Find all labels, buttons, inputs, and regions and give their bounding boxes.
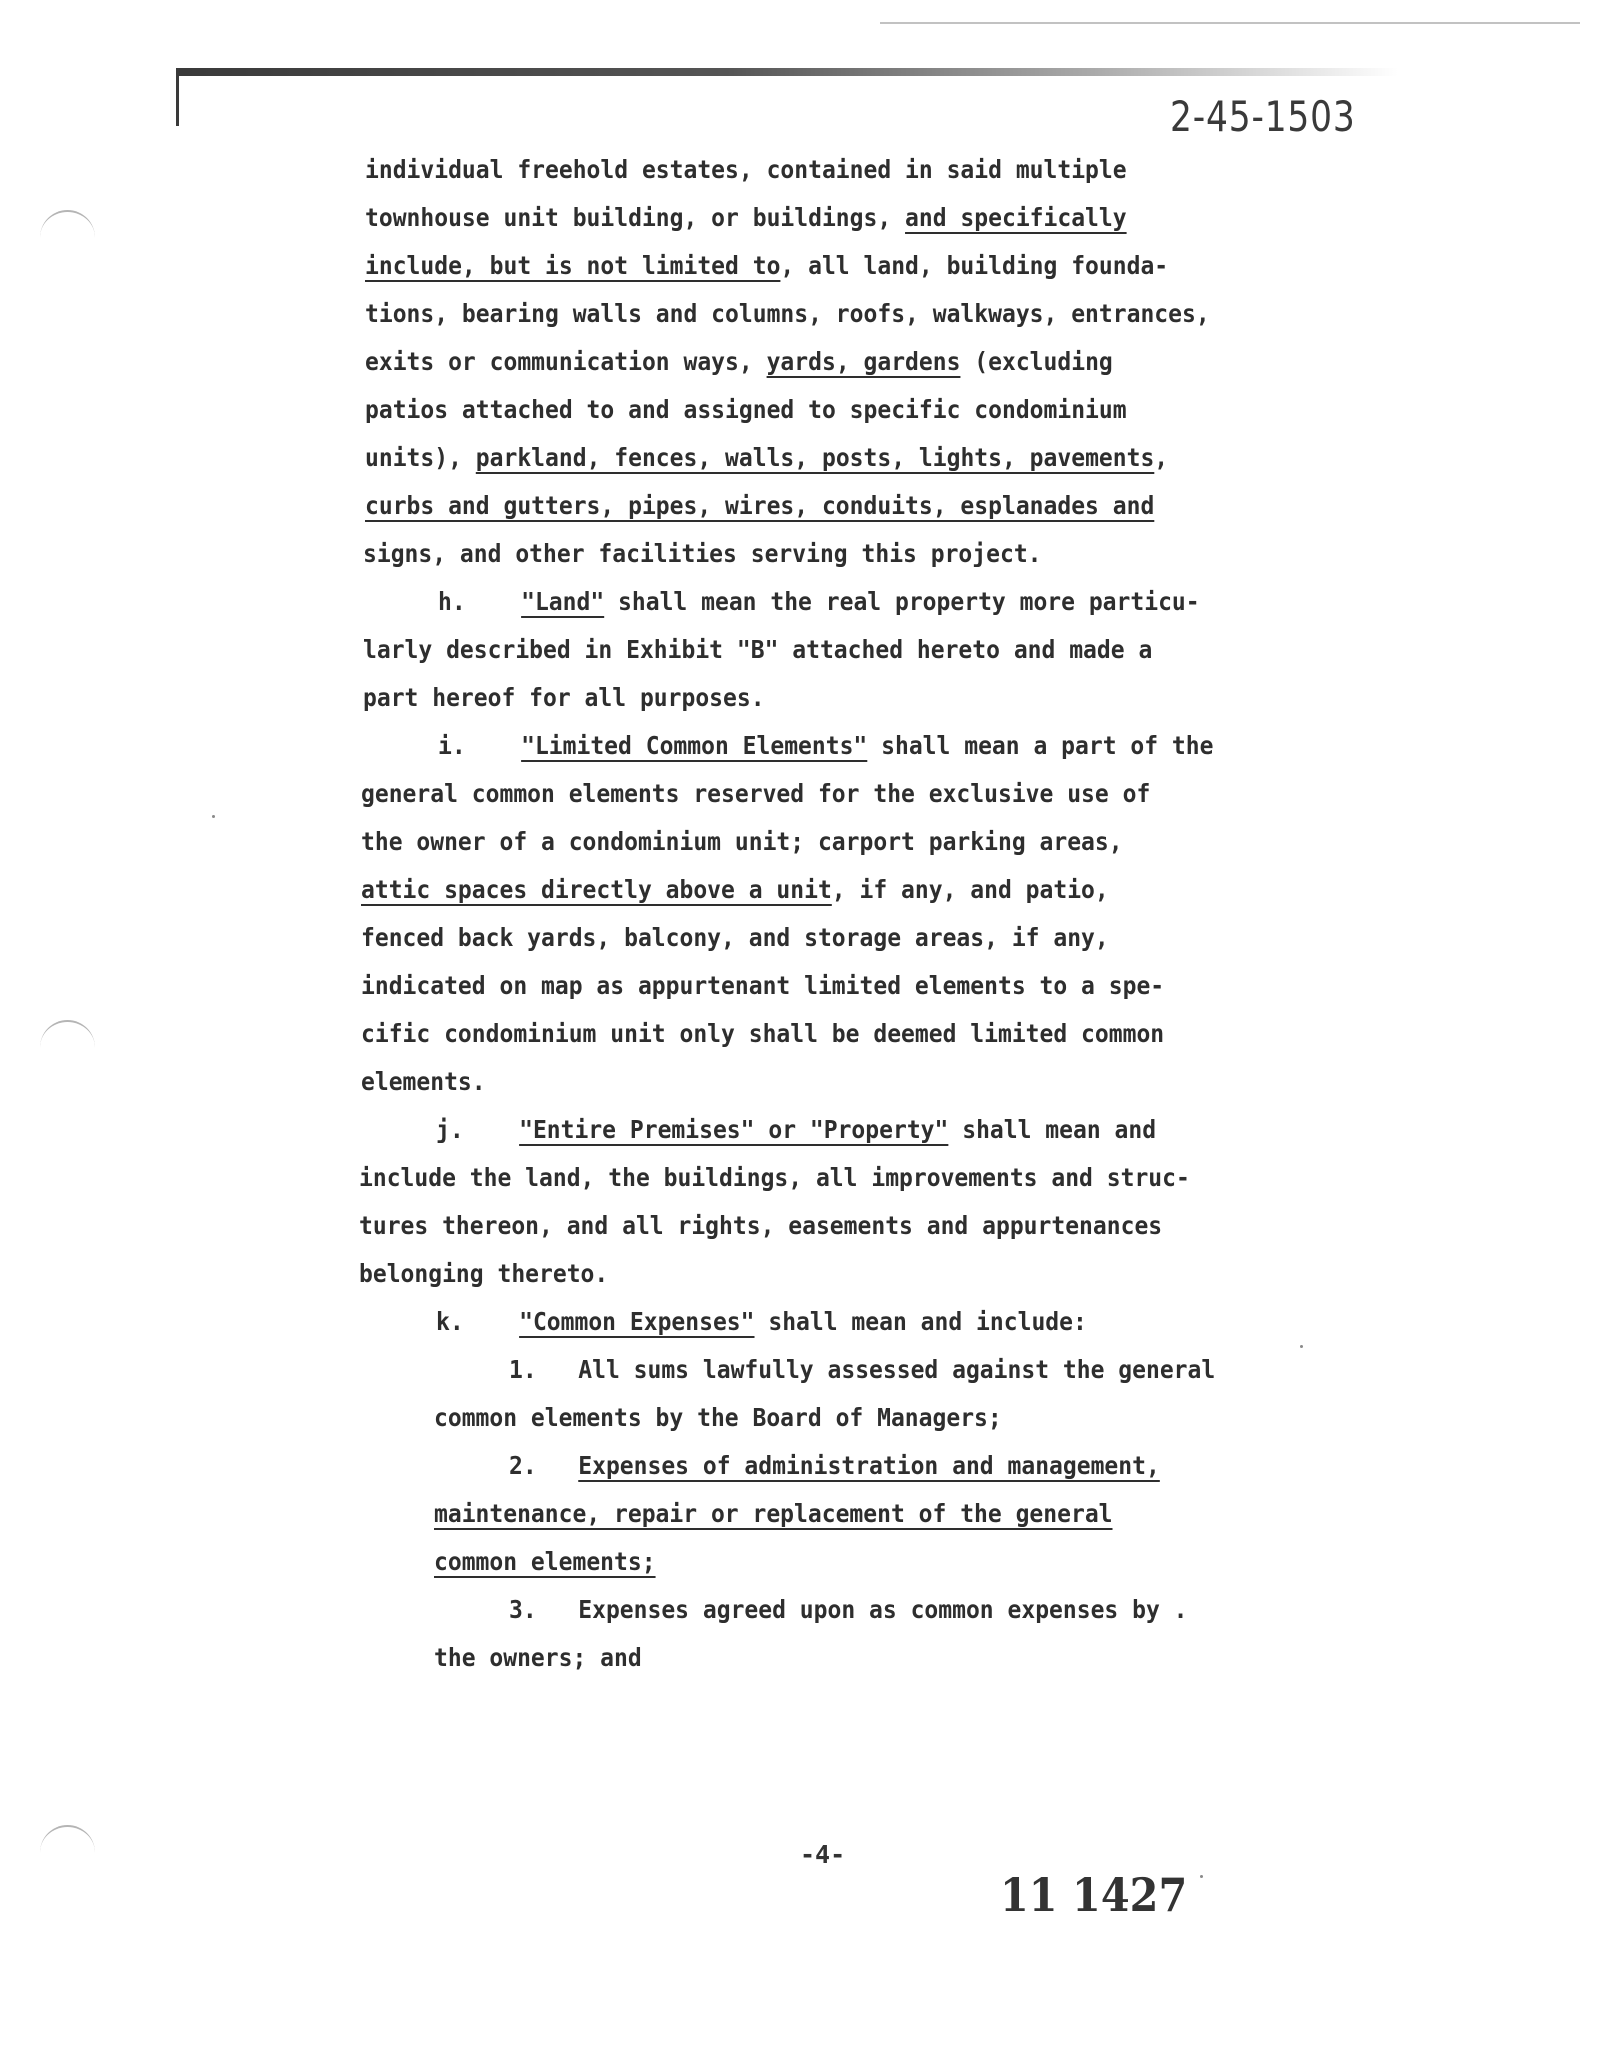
text-line: indicated on map as appurtenant limited elements to a spe-: [361, 971, 1165, 1000]
text-line: belonging thereto.: [359, 1259, 609, 1288]
text-line: [365, 491, 1154, 521]
item-k: k. "Common Expenses" shall mean and include:: [436, 1307, 1087, 1336]
text-line: part hereof for all purposes.: [363, 683, 765, 712]
item-i: i. "Limited Common Elements" shall mean a part of the: [438, 731, 1214, 760]
text-line: tures thereon, and all rights, easements and appurtenances: [359, 1211, 1163, 1240]
text-line: units), parkland, fences, walls, posts, lights, pavements,: [365, 443, 1169, 472]
scan-edge-corner: [176, 68, 179, 126]
item-j: j. "Entire Premises" or "Property" shall mean and: [436, 1115, 1157, 1144]
punch-hole-mark: [40, 1825, 95, 1857]
underlined-text: curbs and gutters, pipes, wires, conduits, esplanades and: [365, 491, 1155, 520]
defined-term: "Entire Premises" or "Property": [519, 1115, 949, 1144]
text-line: larly described in Exhibit "B" attached hereto and made a: [363, 635, 1153, 664]
scan-speck: [1300, 1345, 1303, 1348]
document-number: 2-45-1503: [1170, 92, 1356, 141]
text-line: exits or communication ways, yards, gardens (excluding: [365, 347, 1113, 376]
defined-term: "Common Expenses": [519, 1307, 755, 1336]
underlined-text: common elements;: [434, 1547, 656, 1576]
defined-term: "Limited Common Elements": [521, 731, 868, 760]
scan-speck: [1200, 1875, 1203, 1878]
text-line: tions, bearing walls and columns, roofs, walkways, entrances,: [365, 299, 1210, 328]
scan-edge-bar: [178, 68, 1398, 76]
punch-hole-mark: [40, 210, 95, 242]
text-line: include, but is not limited to, all land, building founda-: [365, 251, 1169, 280]
book-page-stamp: 11 1427: [1000, 1868, 1188, 1922]
scan-speck: [212, 815, 215, 818]
text-line: patios attached to and assigned to specific condominium: [365, 395, 1127, 424]
text-line: the owners; and: [434, 1643, 642, 1672]
underlined-text: Expenses of administration and management,: [578, 1451, 1160, 1480]
text-line: [434, 1547, 656, 1577]
subitem-2: 2. Expenses of administration and management,: [509, 1451, 1160, 1480]
subitem-3: 3. Expenses agreed upon as common expenses by .: [509, 1595, 1188, 1624]
underlined-text: maintenance, repair or replacement of the general: [434, 1499, 1113, 1528]
underlined-text: yards, gardens: [766, 347, 961, 376]
text-line: elements.: [361, 1067, 486, 1096]
defined-term: "Land": [521, 587, 605, 616]
underlined-text: parkland, fences, walls, posts, lights, pavements: [475, 443, 1155, 472]
text-line: townhouse unit building, or buildings, and specifically: [365, 203, 1127, 232]
punch-hole-mark: [40, 1020, 95, 1052]
text-line: fenced back yards, balcony, and storage areas, if any,: [361, 923, 1109, 952]
text-line: include the land, the buildings, all improvements and struc-: [359, 1163, 1190, 1192]
text-line: common elements by the Board of Managers;: [434, 1403, 1002, 1432]
text-line: the owner of a condominium unit; carport parking areas,: [361, 827, 1123, 856]
item-h: h. "Land" shall mean the real property more particu-: [438, 587, 1200, 616]
scan-edge-line: [880, 22, 1580, 24]
text-line: [434, 1499, 1113, 1529]
underlined-text: and specifically: [905, 203, 1127, 232]
text-line: attic spaces directly above a unit, if any, and patio,: [361, 875, 1109, 904]
text-line: cific condominium unit only shall be deemed limited common: [361, 1019, 1165, 1048]
underlined-text: attic spaces directly above a unit: [361, 875, 832, 904]
page-number: -4-: [800, 1840, 846, 1869]
text-line: general common elements reserved for the exclusive use of: [361, 779, 1151, 808]
underlined-text: include, but is not limited to: [365, 251, 781, 280]
text-line: individual freehold estates, contained in said multiple: [365, 155, 1127, 184]
text-line: signs, and other facilities serving this project.: [363, 539, 1042, 568]
subitem-1: 1. All sums lawfully assessed against the general: [509, 1355, 1216, 1384]
